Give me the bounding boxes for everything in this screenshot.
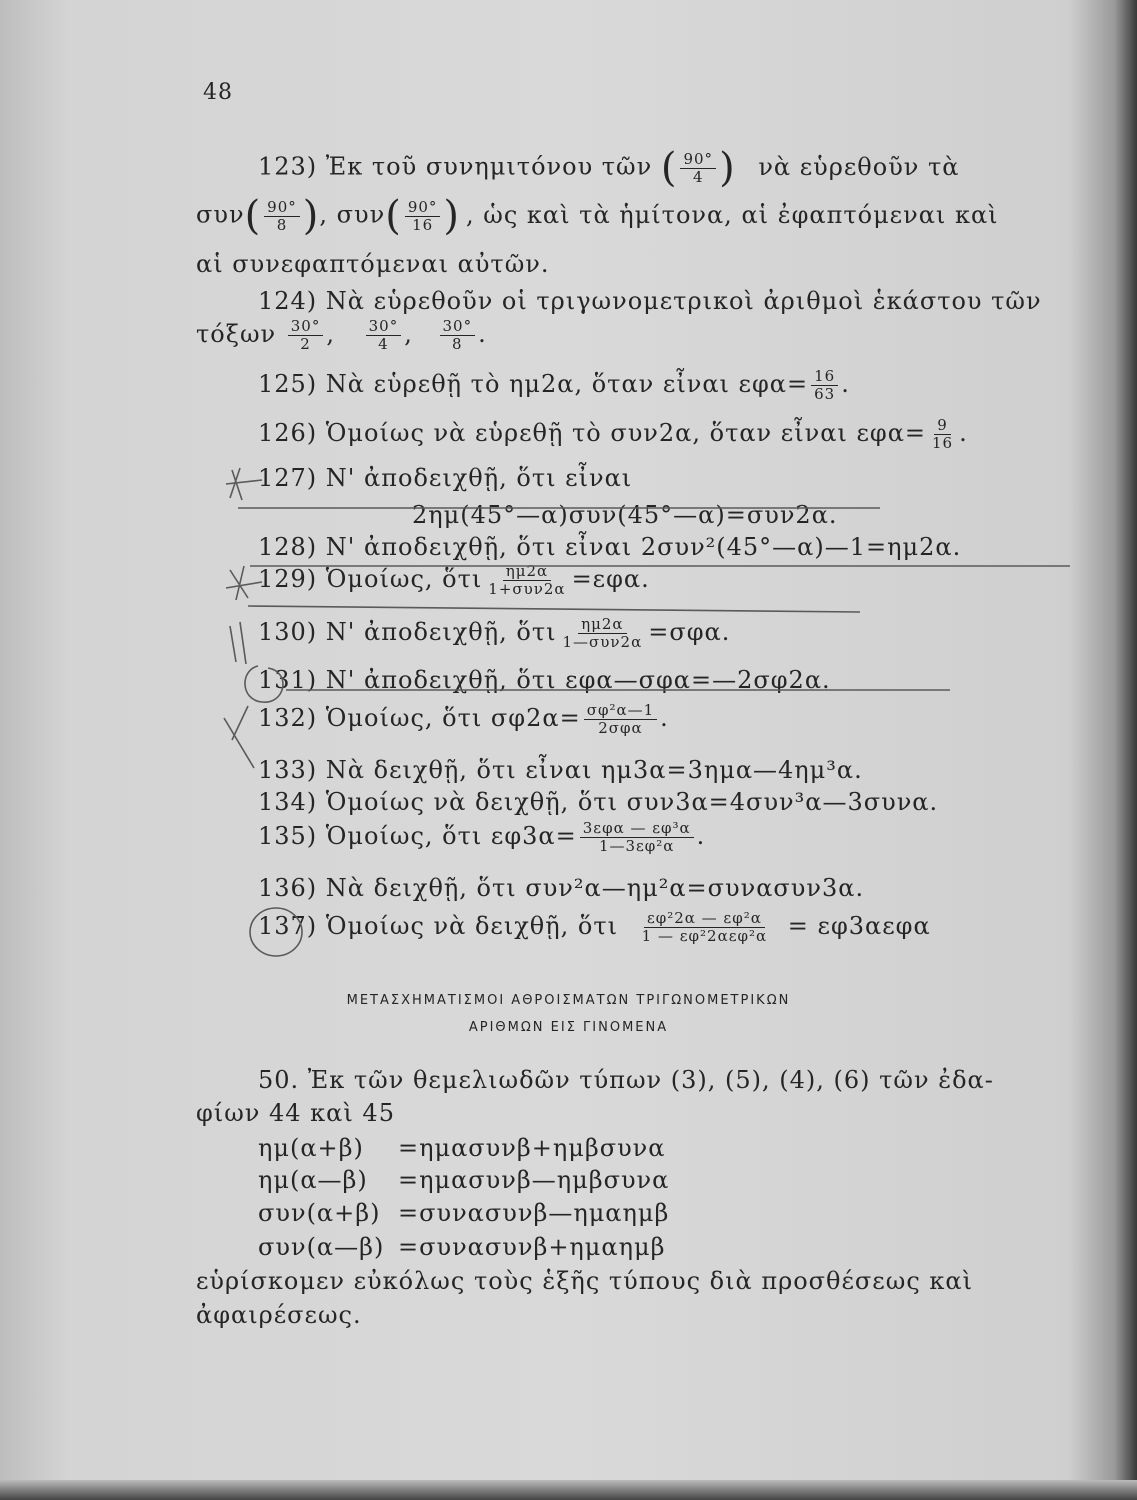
fraction-137: $\frac{\text{εφ²2α — εφ²α}}{\text{1 — εφ²2αεφ²α}}$ — [641, 909, 768, 945]
formula-row: ημ(α—β) =ημασυνβ—ημβσυνα — [258, 1166, 670, 1194]
problem-124-line1: 124) Νὰ εὑρεθοῦν οἱ τριγωνομετρικοὶ ἀριθμοὶ ἑκάστου τῶν — [258, 287, 1042, 315]
formula-row: ημ(α+β) =ημασυνβ+ημβσυνα — [258, 1134, 666, 1162]
fraction-16-63: $\frac{16}{63}$ — [811, 368, 838, 403]
fraction-129: $\frac{\eta\mu 2\alpha}{\text{1+συν2α}}$ — [488, 562, 566, 598]
fraction-90-16: $\frac{90^\circ}{16}$ — [405, 199, 441, 234]
problem-123-text-a: 123) Ἐκ τοῦ συνημιτόνου τῶν — [258, 152, 653, 181]
fraction-30-8: $\frac{30^\circ}{8}$ — [440, 318, 476, 353]
fraction-30-2: $\frac{30^\circ}{2}$ — [288, 318, 324, 353]
formula-row: συν(α—β) =συνασυνβ+ημαημβ — [258, 1233, 666, 1261]
section-heading-line1: ΜΕΤΑΣΧΗΜΑΤΙΣΜΟΙ ΑΘΡΟΙΣΜΑΤΩΝ ΤΡΙΓΩΝΟΜΕΤΡΙΚΩΝ — [346, 993, 791, 1008]
formula-row: συν(α+β) =συνασυνβ—ημαημβ — [258, 1199, 670, 1227]
problem-123-line2: συν( $\frac{90^\circ}{8}$ ), συν( $\frac{90^\circ}{16}$ ) , ὡς καὶ τὰ ἡμίτονα, αἱ ἐφαπτόμεναι καὶ — [196, 193, 999, 239]
fraction-9-16: $\frac{9}{16}$ — [932, 416, 954, 452]
fraction-90-8: $\frac{90^\circ}{8}$ — [264, 199, 300, 234]
problem-123-text-b: νὰ εὑρεθοῦν τὰ — [758, 152, 960, 181]
problem-123-syn-1: συν — [196, 200, 245, 229]
pencil-circle-131 — [245, 666, 283, 702]
problem-134: 134) Ὁμοίως νὰ δειχθῇ, ὅτι συν3α=4συν³α—3συνα. — [258, 788, 939, 816]
section-heading-line2: ΑΡΙΘΜΩΝ ΕΙΣ ΓΙΝΟΜΕΝΑ — [468, 1020, 669, 1035]
page-bottom-shadow — [0, 1480, 1137, 1500]
problem-137: 137) Ὁμοίως νὰ δειχθῇ, ὅτι $\frac{\text{εφ²2α — εφ²α}}{\text{1 — εφ²2αεφ²α}}$ = εφ3αεφα — [258, 909, 931, 945]
pencil-circle-137 — [250, 908, 302, 956]
problem-132: 132) Ὁμοίως, ὅτι σφ2α= $\frac{\text{σφ²α—1}}{\text{2σφα}}$ . — [258, 701, 669, 737]
paren-open: ( — [660, 145, 678, 191]
problem-123-line3: αἱ συνεφαπτόμεναι αὐτῶν. — [196, 250, 550, 278]
problem-135: 135) Ὁμοίως, ὅτι εφ3α= $\frac{\text{3εφα — εφ³α}}{\text{1—3εφ²α}}$ . — [258, 819, 706, 855]
problem-136: 136) Νὰ δειχθῇ, ὅτι συν²α—ημ²α=συνασυν3α. — [258, 874, 865, 902]
problem-124-line2: τόξων $\frac{30^\circ}{2}$ , $\frac{30^\circ}{4}$ , $\frac{30^\circ}{8}$ . — [196, 317, 487, 353]
section-50-line2: φίων 44 καὶ 45 — [196, 1099, 395, 1127]
pencil-check-mark-127 — [226, 468, 262, 500]
fraction-30-4: $\frac{30^\circ}{4}$ — [366, 318, 402, 353]
section-50-line1: 50. Ἐκ τῶν θεμελιωδῶν τύπων (3), (5), (4), (6) τῶν ἐδα- — [258, 1066, 994, 1094]
problem-130: 130) Ν' ἀποδειχθῇ, ὅτι $\frac{\eta\mu 2\alpha}{\text{1—συν2α}}$ =σφα. — [258, 615, 731, 651]
problem-131: 131) Ν' ἀποδειχθῇ, ὅτι εφα—σφα=—2σφ2α. — [258, 666, 831, 694]
problem-123-syn-2: , συν — [319, 200, 386, 229]
problem-137-label: 137) — [258, 912, 318, 940]
problem-123-text-c: , ὡς καὶ τὰ ἡμίτονα, αἱ ἐφαπτόμεναι καὶ — [466, 200, 999, 229]
problem-129: 129) Ὁμοίως, ὅτι $\frac{\eta\mu 2\alpha}{\text{1+συν2α}}$ =εφα. — [258, 562, 650, 598]
fraction-132: $\frac{\text{σφ²α—1}}{\text{2σφα}}$ — [584, 702, 657, 737]
fraction-130: $\frac{\eta\mu 2\alpha}{\text{1—συν2α}}$ — [562, 615, 643, 651]
fraction-135: $\frac{\text{3εφα — εφ³α}}{\text{1—3εφ²α}}$ — [580, 820, 694, 855]
paren-close: ) — [719, 145, 736, 191]
problem-128: 128) Ν' ἀποδειχθῇ, ὅτι εἶναι 2συν²(45°—α)—1=ημ2α. — [258, 533, 962, 561]
problem-127-line2: 2ημ(45°—α)συν(45°—α)=συν2α. — [412, 501, 838, 529]
pencil-check-mark-130 — [230, 622, 246, 664]
page-number: 48 — [203, 80, 233, 105]
pencil-check-mark-132 — [224, 706, 254, 768]
problem-126: 126) Ὁμοίως νὰ εὑρεθῇ τὸ συν2α, ὅταν εἶναι εφα= $\frac{9}{16}$ . — [258, 416, 968, 452]
section-50-line4: ἀφαιρέσεως. — [196, 1301, 362, 1329]
problem-127-line1: 127) Ν' ἀποδειχθῇ, ὅτι εἶναι — [258, 464, 633, 492]
pencil-check-mark-129 — [226, 566, 262, 600]
pencil-underline-129 — [248, 606, 860, 612]
section-50-line3: εὑρίσκομεν εὐκόλως τοὺς ἑξῆς τύπους διὰ προσθέσεως καὶ — [196, 1267, 973, 1295]
fraction-90-4: $\frac{90^\circ}{4}$ — [680, 151, 716, 186]
problem-133: 133) Νὰ δειχθῇ, ὅτι εἶναι ημ3α=3ημα—4ημ³α. — [258, 756, 863, 784]
problem-125: 125) Νὰ εὑρεθῇ τὸ ημ2α, ὅταν εἶναι εφα= $\frac{16}{63}$ . — [258, 367, 850, 403]
